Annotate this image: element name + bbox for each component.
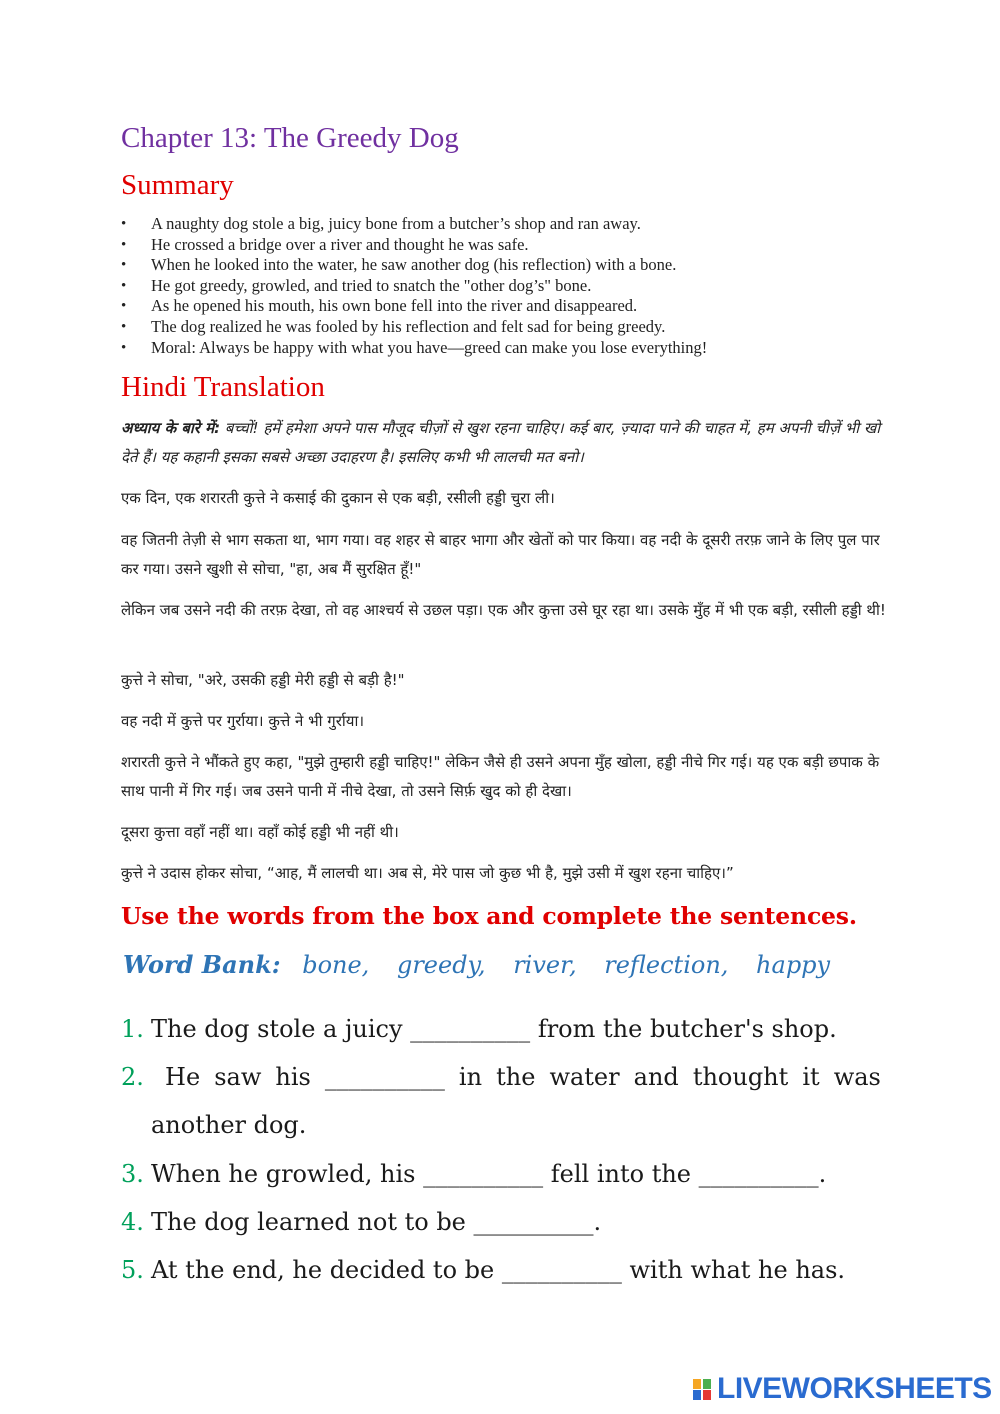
word-bank <box>123 950 850 979</box>
hindi-paragraph: दूसरा कुत्ता वहाँ नहीं था। वहाँ कोई हड्डी भी नहीं थी। <box>121 823 399 841</box>
question-line <box>121 1053 881 1101</box>
hindi-paragraph: वह जितनी तेज़ी से भाग सकता था, भाग गया। वह शहर से बाहर भागा और खेतों को पार किया। वह नदी के दूसरी तरफ़ जाने के लिए पुल पार कर गया। उसने खुशी से सोचा, "हा, अब मैं सुरक्षित हूँ!" <box>121 531 880 578</box>
question-word: his <box>275 1063 311 1091</box>
question-word: He <box>165 1063 201 1091</box>
question-number: 2. <box>121 1063 144 1091</box>
question-text: When he growled, his <box>151 1160 416 1188</box>
word-bank-word: bone, <box>302 951 370 979</box>
question-text: The dog learned not to be <box>151 1208 466 1236</box>
word-bank-label: Word Bank: <box>123 950 281 979</box>
summary-list <box>121 214 921 358</box>
question-word: saw <box>214 1063 262 1091</box>
summary-heading: Summary <box>121 169 234 201</box>
exercise-instruction: Use the words from the box and complete the sentences. <box>121 902 857 930</box>
question-text: . <box>818 1160 827 1188</box>
chapter-title: Chapter 13: The Greedy Dog <box>121 122 459 154</box>
question-word: was <box>833 1063 881 1091</box>
word-bank-word: river, <box>513 951 577 979</box>
hindi-paragraph: कुत्ते ने उदास होकर सोचा, “आह, मैं लालची था। अब से, मेरे पास जो कुछ भी है, मुझे उसी में खुश रहना चाहिए।” <box>121 864 734 882</box>
question-number: 5. <box>121 1256 144 1284</box>
question-word: in <box>458 1063 483 1091</box>
word-bank-word: reflection, <box>604 951 729 979</box>
summary-item: • He got greedy, growled, and tried to snatch the "other dog’s" bone. <box>121 276 921 297</box>
question-1 <box>121 1005 881 1053</box>
answer-blank[interactable]: __________ <box>423 1160 544 1188</box>
hindi-translation-heading: Hindi Translation <box>121 371 325 403</box>
summary-item: • When he looked into the water, he saw another dog (his reflection) with a bone. <box>121 255 921 276</box>
question-word: water <box>549 1063 620 1091</box>
question-number: 3. <box>121 1160 144 1188</box>
hindi-paragraph: कुत्ते ने सोचा, "अरे, उसकी हड्डी मेरी हड्डी से बड़ी है!" <box>121 671 405 689</box>
question-word: thought <box>692 1063 789 1091</box>
summary-item: • He crossed a bridge over a river and thought he was safe. <box>121 235 921 256</box>
answer-blank[interactable]: __________ <box>324 1063 445 1091</box>
word-bank-word: greedy, <box>396 951 486 979</box>
answer-blank[interactable]: __________ <box>410 1015 531 1043</box>
logo-blocks-icon <box>693 1377 713 1401</box>
question-text: fell into the <box>550 1160 691 1188</box>
question-word: and <box>633 1063 679 1091</box>
word-bank-word: happy <box>756 951 831 979</box>
logo-text: LIVEWORKSHEETS <box>717 1372 992 1405</box>
summary-item: • The dog realized he was fooled by his reflection and felt sad for being greedy. <box>121 317 921 338</box>
hindi-paragraph: लेकिन जब उसने नदी की तरफ़ देखा, तो वह आश्चर्य से उछल पड़ा। एक और कुत्ता उसे घूर रहा था। उसके मुँह में भी एक बड़ी, रसीली हड्डी थी! <box>121 601 886 619</box>
summary-item: • As he opened his mouth, his own bone fell into the river and disappeared. <box>121 296 921 317</box>
summary-item: • Moral: Always be happy with what you have—greed can make you lose everything! <box>121 338 921 359</box>
hindi-paragraph: वह नदी में कुत्ते पर गुर्राया। कुत्ते ने भी गुर्राया। <box>121 712 365 730</box>
question-3 <box>121 1150 881 1198</box>
hindi-intro <box>121 414 891 472</box>
question-2 <box>121 1053 881 1149</box>
summary-item: • A naughty dog stole a big, juicy bone from a butcher’s shop and ran away. <box>121 214 921 235</box>
hindi-intro-label: अध्याय के बारे में: <box>121 419 221 437</box>
question-text: another dog. <box>151 1111 307 1139</box>
question-text: . <box>593 1208 602 1236</box>
hindi-paragraph: शरारती कुत्ते ने भौंकते हुए कहा, "मुझे तुम्हारी हड्डी चाहिए!" लेकिन जैसे ही उसने अपना मुँह खोला, हड्डी नीचे गिर गई। यह एक बड़ी छपाक के साथ पानी में गिर गई। जब उसने पानी में नीचे देखा, तो उसने सिर्फ़ खुद को ही देखा। <box>121 753 880 800</box>
question-text: with what he has. <box>629 1256 846 1284</box>
question-5 <box>121 1246 881 1294</box>
answer-blank[interactable]: __________ <box>501 1256 622 1284</box>
hindi-intro-text: बच्चों! हमें हमेशा अपने पास मौजूद चीज़ों से खुश रहना चाहिए। कई बार, ज़्यादा पाने की चाहत में, हम अपनी चीज़ें भी खो देते हैं। यह कहानी इसका सबसे अच्छा उदाहरण है। इसलिए कभी भी लालची मत बनो। <box>121 419 881 466</box>
question-text: At the end, he decided to be <box>151 1256 495 1284</box>
question-number: 1. <box>121 1015 144 1043</box>
liveworksheets-logo[interactable] <box>693 1373 992 1405</box>
hindi-paragraph: एक दिन, एक शरारती कुत्ते ने कसाई की दुकान से एक बड़ी, रसीली हड्डी चुरा ली। <box>121 489 555 507</box>
question-4 <box>121 1198 881 1246</box>
answer-blank[interactable]: __________ <box>473 1208 594 1236</box>
question-text: The dog stole a juicy <box>151 1015 403 1043</box>
question-text: from the butcher's shop. <box>537 1015 837 1043</box>
question-word: it <box>802 1063 820 1091</box>
answer-blank[interactable]: __________ <box>698 1160 819 1188</box>
question-word: the <box>496 1063 536 1091</box>
question-number: 4. <box>121 1208 144 1236</box>
